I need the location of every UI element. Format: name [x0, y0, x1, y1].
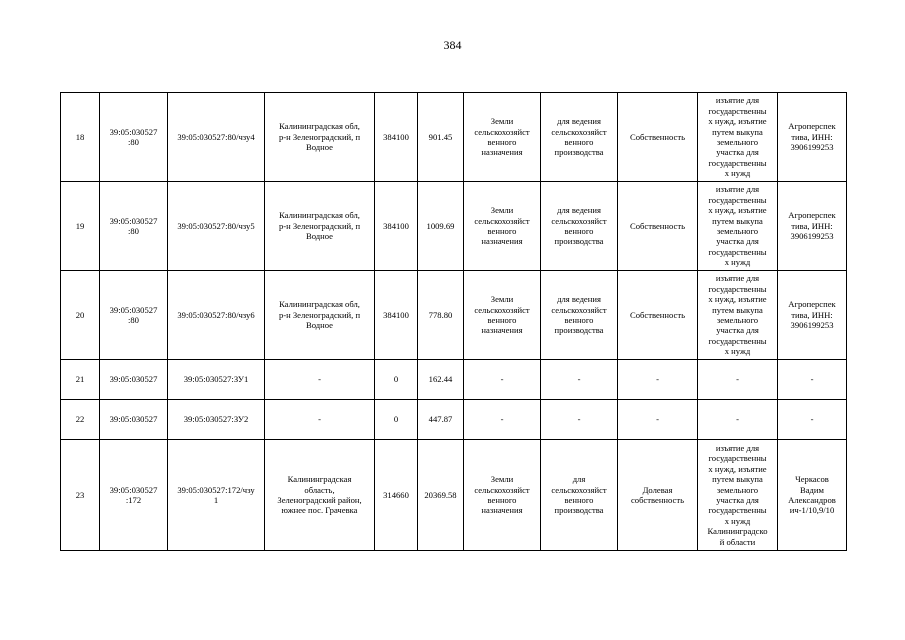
action-cell: - [698, 360, 778, 400]
owner-cell: Агроперспек тива, ИНН: 3906199253 [778, 93, 847, 182]
parent-cadastral-cell: 39:05:030527 [100, 360, 168, 400]
plot-cadastral-cell: 39:05:030527:80/чзу5 [168, 182, 265, 271]
area-cell: 778.80 [418, 271, 464, 360]
row-number-cell: 21 [61, 360, 100, 400]
plot-cadastral-cell: 39:05:030527:80/чзу6 [168, 271, 265, 360]
table-row [61, 440, 847, 551]
parent-cadastral-cell: 39:05:030527 :80 [100, 271, 168, 360]
parent-cadastral-cell: 39:05:030527 :80 [100, 93, 168, 182]
row-number-cell: 19 [61, 182, 100, 271]
action-cell: - [698, 400, 778, 440]
action-cell: изъятие для государственны х нужд, изъятие путем выкупа земельного участка для государственны х нужд [698, 271, 778, 360]
action-cell: изъятие для государственны х нужд, изъятие путем выкупа земельного участка для государственны х нужд [698, 93, 778, 182]
table-row [61, 93, 847, 182]
address-cell: Калининградская обл, р-н Зеленоградский, п Водное [265, 93, 375, 182]
right-type-cell: Собственность [618, 93, 698, 182]
row-number-cell: 20 [61, 271, 100, 360]
parent-cadastral-cell: 39:05:030527 :172 [100, 440, 168, 551]
owner-cell: Агроперспек тива, ИНН: 3906199253 [778, 182, 847, 271]
land-plots-table [60, 92, 847, 551]
right-type-cell: Собственность [618, 182, 698, 271]
table-row [61, 360, 847, 400]
plot-cadastral-cell: 39:05:030527:172/чзу 1 [168, 440, 265, 551]
code-cell: 384100 [375, 93, 418, 182]
parent-cadastral-cell: 39:05:030527 :80 [100, 182, 168, 271]
land-category-cell: Земли сельскохозяйст венного назначения [464, 440, 541, 551]
right-type-cell: Долевая собственность [618, 440, 698, 551]
land-category-cell: - [464, 400, 541, 440]
area-cell: 447.87 [418, 400, 464, 440]
code-cell: 0 [375, 400, 418, 440]
area-cell: 901.45 [418, 93, 464, 182]
address-cell: Калининградская область, Зеленоградский район, южнее пос. Грачевка [265, 440, 375, 551]
plot-cadastral-cell: 39:05:030527:ЗУ1 [168, 360, 265, 400]
code-cell: 384100 [375, 182, 418, 271]
owner-cell: - [778, 360, 847, 400]
row-number-cell: 22 [61, 400, 100, 440]
right-type-cell: - [618, 360, 698, 400]
land-category-cell: Земли сельскохозяйст венного назначения [464, 93, 541, 182]
table-row [61, 400, 847, 440]
right-type-cell: Собственность [618, 271, 698, 360]
code-cell: 384100 [375, 271, 418, 360]
owner-cell: Агроперспек тива, ИНН: 3906199253 [778, 271, 847, 360]
right-type-cell: - [618, 400, 698, 440]
address-cell: - [265, 360, 375, 400]
land-category-cell: Земли сельскохозяйст венного назначения [464, 182, 541, 271]
permitted-use-cell: - [541, 360, 618, 400]
plot-cadastral-cell: 39:05:030527:ЗУ2 [168, 400, 265, 440]
table-row [61, 182, 847, 271]
action-cell: изъятие для государственны х нужд, изъятие путем выкупа земельного участка для государственны х нужд Калининградско й области [698, 440, 778, 551]
permitted-use-cell: для сельскохозяйст венного производства [541, 440, 618, 551]
permitted-use-cell: - [541, 400, 618, 440]
plot-cadastral-cell: 39:05:030527:80/чзу4 [168, 93, 265, 182]
table-row [61, 271, 847, 360]
area-cell: 20369.58 [418, 440, 464, 551]
address-cell: - [265, 400, 375, 440]
row-number-cell: 18 [61, 93, 100, 182]
page-number: 384 [443, 38, 462, 52]
permitted-use-cell: для ведения сельскохозяйст венного производства [541, 271, 618, 360]
permitted-use-cell: для ведения сельскохозяйст венного производства [541, 93, 618, 182]
owner-cell: - [778, 400, 847, 440]
address-cell: Калининградская обл, р-н Зеленоградский, п Водное [265, 182, 375, 271]
action-cell: изъятие для государственны х нужд, изъятие путем выкупа земельного участка для государственны х нужд [698, 182, 778, 271]
land-category-cell: Земли сельскохозяйст венного назначения [464, 271, 541, 360]
permitted-use-cell: для ведения сельскохозяйст венного производства [541, 182, 618, 271]
area-cell: 1009.69 [418, 182, 464, 271]
owner-cell: Черкасов Вадим Александров ич-1/10,9/10 [778, 440, 847, 551]
area-cell: 162.44 [418, 360, 464, 400]
code-cell: 314660 [375, 440, 418, 551]
code-cell: 0 [375, 360, 418, 400]
row-number-cell: 23 [61, 440, 100, 551]
address-cell: Калининградская обл, р-н Зеленоградский, п Водное [265, 271, 375, 360]
land-category-cell: - [464, 360, 541, 400]
parent-cadastral-cell: 39:05:030527 [100, 400, 168, 440]
